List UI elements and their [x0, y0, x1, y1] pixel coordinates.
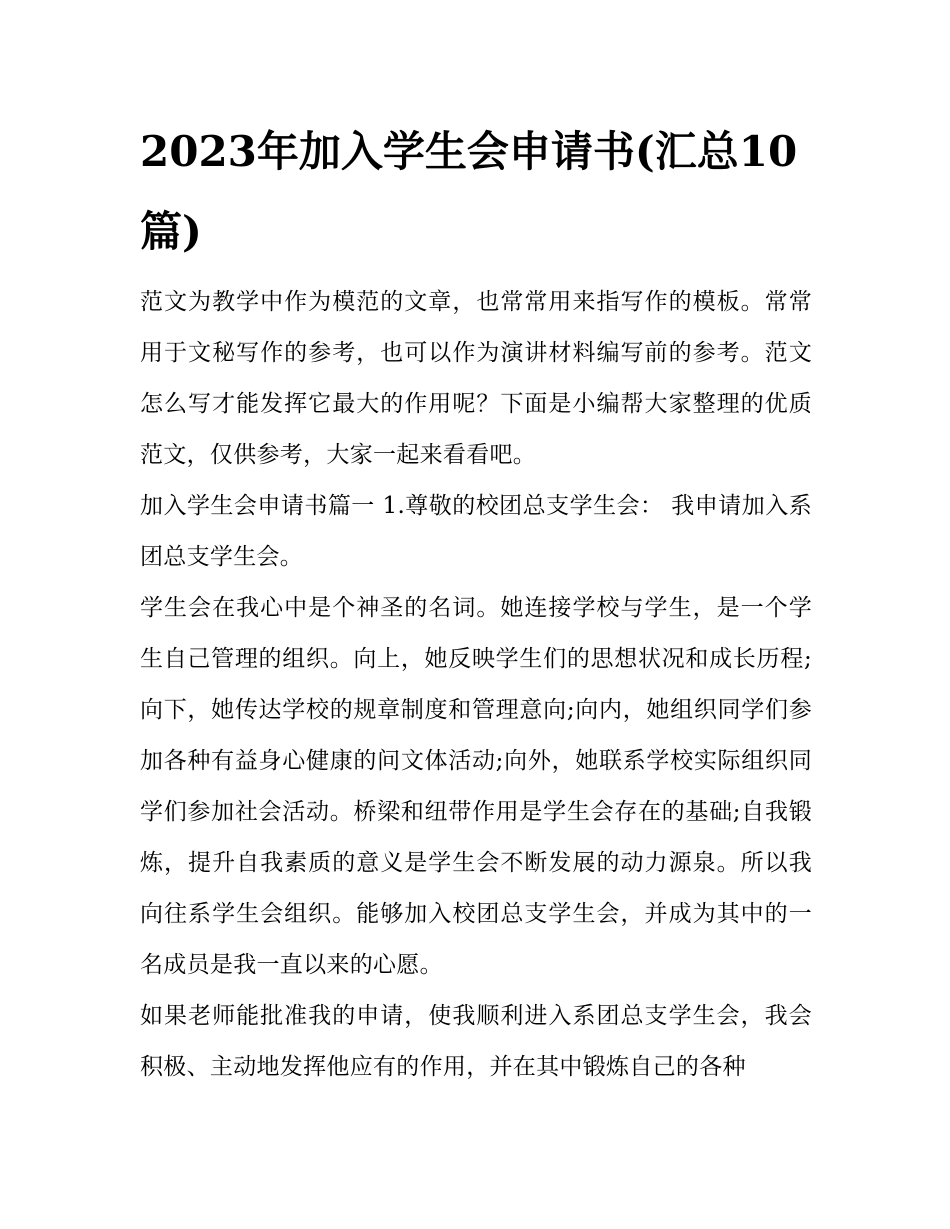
section-heading-paragraph: 加入学生会申请书篇一 1.尊敬的校团总支学生会： 我申请加入系团总支学生会。 — [140, 493, 812, 570]
body-paragraph: 如果老师能批准我的申请，使我顺利进入系团总支学生会，我会积极、主动地发挥他应有的作用，并在其中锻炼自己的各种 — [140, 1003, 812, 1080]
document-title: 2023年加入学生会申请书(汇总10篇) — [140, 127, 798, 256]
intro-paragraph: 范文为教学中作为模范的文章，也常常用来指写作的模板。常常用于文秘写作的参考，也可以作为演讲材料编写前的参考。范文怎么写才能发挥它最大的作用呢？下面是小编帮大家整理的优质范文，仅供参考，大家一起来看看吧。 — [140, 289, 812, 468]
body-paragraph: 学生会在我心中是个神圣的名词。她连接学校与学生，是一个学生自己管理的组织。向上，她反映学生们的思想状况和成长历程;向下，她传达学校的规章制度和管理意向;向内，她组织同学们参加各种有益身心健康的问文体活动;向外，她联系学校实际组织同学们参加社会活动。桥梁和纽带作用是学生会存在的基础;自我锻炼，提升自我素质的意义是学生会不断发展的动力源泉。所以我向往系学生会组织。能够加入校团总支学生会，并成为其中的一名成员是我一直以来的心愿。 — [140, 595, 812, 978]
document-page — [140, 112, 812, 1093]
